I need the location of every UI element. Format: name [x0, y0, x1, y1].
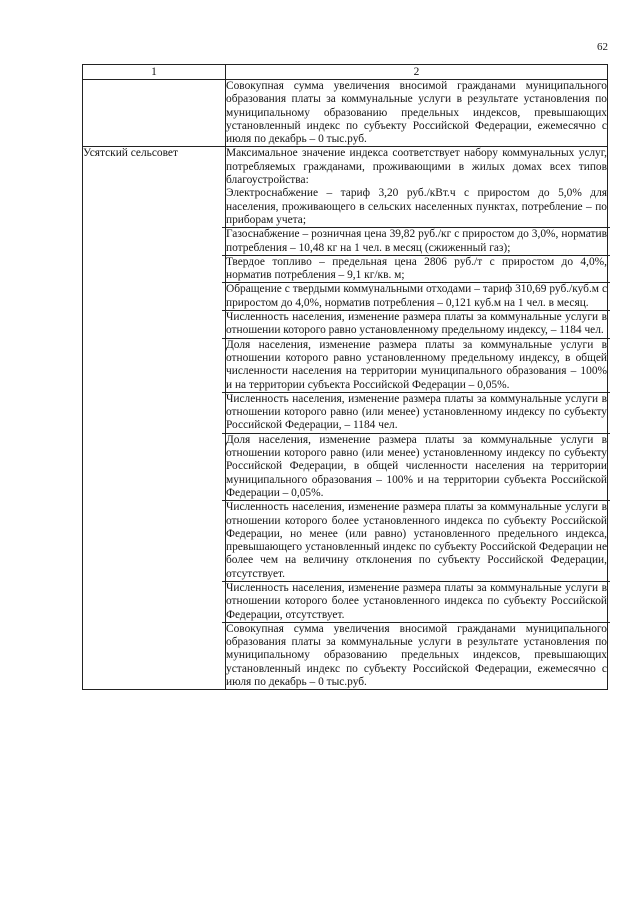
paragraph-index-intro: Максимальное значение индекса соответствует набору коммунальных услуг, потребляемых гражданами, проживающими в жилых домах всех типов благоустройства: [226, 147, 607, 187]
table-header-row [83, 65, 608, 80]
paragraph-population-between: Численность населения, изменение размера платы за коммунальные услуги в отношении которого более установленного индекса по субъекту Российской Федерации, но менее (или равно) установленного предельного индекса, превышающего установленный индекс по субъекту Российской Федерации не более чем на величину отклонения по субъекту Российской Федерации, отсутствует. [226, 501, 607, 580]
column-header-2: 2 [226, 65, 608, 80]
paragraph-population-more: Численность населения, изменение размера платы за коммунальные услуги в отношении которого более установленного индекса по субъекту Российской Федерации, отсутствует. [226, 581, 607, 621]
paragraph-population-less: Численность населения, изменение размера платы за коммунальные услуги в отношении которого равно (или менее) установленному индексу по субъекту Российской Федерации, – 1184 чел. [226, 392, 607, 432]
paragraph-population-equal: Численность населения, изменение размера платы за коммунальные услуги в отношении которого равно установленному предельному индексу, – 1184 чел. [226, 311, 607, 337]
table-row [83, 147, 608, 690]
paragraph-gas: Газоснабжение – розничная цена 39,82 руб./кг с приростом до 3,0%, норматив потребления – 10,48 кг на 1 чел. в месяц (сжиженный газ); [226, 228, 607, 254]
paragraph-solid-fuel: Твердое топливо – предельная цена 2806 руб./т с приростом до 4,0%, норматив потребления – 9,1 кг/кв. м; [226, 255, 607, 282]
page-number: 62 [597, 41, 608, 53]
row1-paragraph: Совокупная сумма увеличения вносимой гражданами муниципального образования платы за коммунальные услуги в результате установления по муниципальному образованию предельных индексов, превышающих установленный индекс по субъекту Российской Федерации, ежемесячно с июля по декабрь – 0 тыс.руб. [226, 80, 607, 146]
paragraph-total-sum: Совокупная сумма увеличения вносимой гражданами муниципального образования платы за коммунальные услуги в результате установления по муниципальному образованию предельных индексов, превышающих установленный индекс по субъекту Российской Федерации, ежемесячно с июля по декабрь – 0 тыс.руб. [226, 622, 607, 689]
paragraph-electricity: Электроснабжение – тариф 3,20 руб./кВт.ч с приростом до 5,0% для населения, проживающего в сельских населенных пунктах, потребление – по приборам учета; [226, 187, 607, 226]
paragraph-share-less: Доля населения, изменение размера платы за коммунальные услуги в отношении которого равно (или менее) установленному индексу по субъекту Российской Федерации, в общей численности населения на территории муниципального образования – 100% и на территории субъекта Российской Федерации – 0,05%. [226, 433, 607, 499]
paragraph-share-equal: Доля населения, изменение размера платы за коммунальные услуги в отношении которого равно установленному предельному индексу, в общей численности населения на территории муниципального образования – 100% и на территории субъекта Российской Федерации – 0,05%. [226, 338, 607, 391]
column-header-1: 1 [83, 65, 226, 80]
row2-col2 [226, 147, 608, 690]
row1-col2 [226, 80, 608, 147]
table-row [83, 80, 608, 147]
row1-col1 [83, 80, 226, 147]
document-table [82, 64, 608, 690]
paragraph-waste: Обращение с твердыми коммунальными отходами – тариф 310,69 руб./куб.м с приростом до 4,0%, норматив потребления – 0,121 куб.м на 1 чел. в месяц. [226, 283, 607, 309]
municipality-name: Усятский сельсовет [83, 147, 226, 690]
